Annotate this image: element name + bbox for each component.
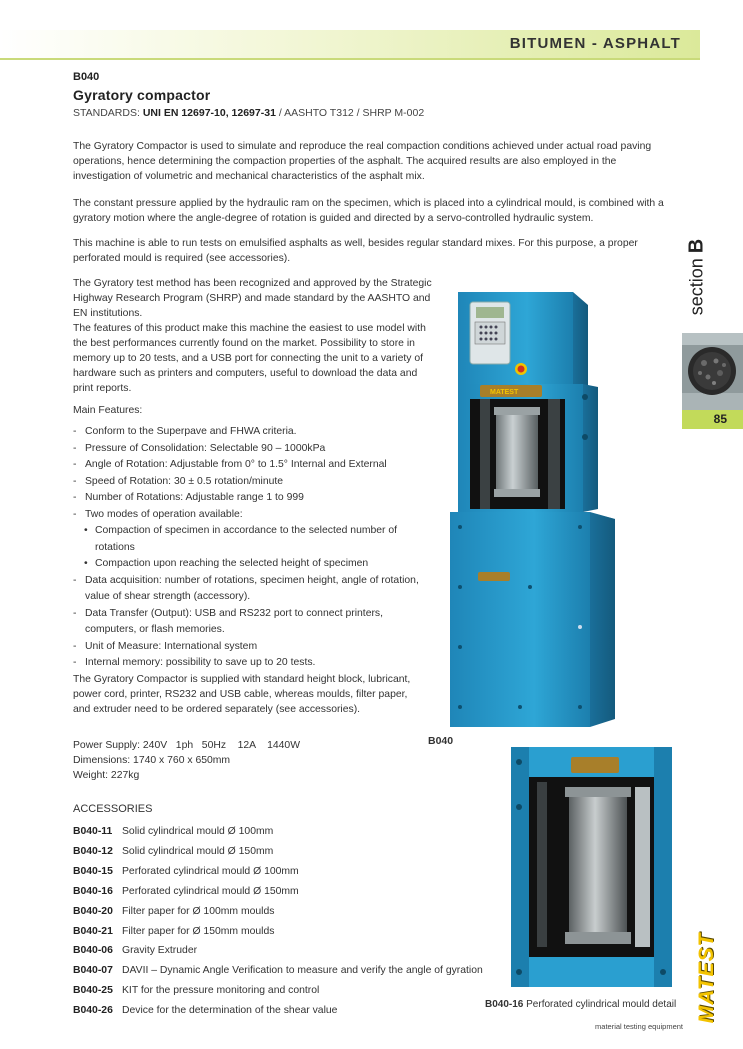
spec-weight: Weight: 227kg xyxy=(73,770,140,781)
accessory-code: B040-25 xyxy=(73,985,113,997)
feature-subitem: • Compaction of specimen in accordance to the selected number of rotations xyxy=(73,523,433,556)
accessory-code: B040-16 xyxy=(73,885,113,897)
accessory-code: B040-20 xyxy=(73,905,113,917)
page-number-bar xyxy=(682,410,743,429)
accessory-code: B040-06 xyxy=(73,945,113,957)
feature-item: - Angle of Rotation: Adjustable from 0° to 1.5° Internal and External xyxy=(73,457,433,474)
mould-detail-illustration xyxy=(511,747,672,987)
feature-item: - Number of Rotations: Adjustable range 1 to 999 xyxy=(73,490,433,507)
accessory-desc: Device for the determination of the shear value xyxy=(122,1005,338,1017)
section-word: section xyxy=(686,258,707,316)
accessory-row xyxy=(73,941,483,961)
product-photo-detail xyxy=(511,747,672,987)
detail-caption-code: B040-16 xyxy=(485,999,524,1010)
accessory-row xyxy=(73,922,483,942)
detail-caption-text: Perforated cylindrical mould detail xyxy=(526,999,677,1010)
accessory-row xyxy=(73,981,483,1001)
page-number: 85 xyxy=(713,412,727,426)
standards-rest: / AASHTO T312 / SHRP M-002 xyxy=(278,107,425,119)
performance-paragraph: The features of this product make this machine the easiest to use model with the best performances currently found on the market. Possibility to store in memory up to 20 tests, and a USB port for connecting the unit to a variety of hardware such as printers and computers, useful to download the data and print reports. xyxy=(73,323,426,394)
supply-paragraph: The Gyratory Compactor is supplied with standard height block, lubricant, power cord, printer, RS232 and USB cable, whereas moulds, filter paper, and extruder need to be ordered separately (see accessories). xyxy=(73,674,411,715)
section-letter: B xyxy=(685,238,708,254)
spec-power: Power Supply: 240V 1ph 50Hz 12A 1440W xyxy=(73,740,300,751)
accessory-desc: Solid cylindrical mould Ø 100mm xyxy=(122,826,274,837)
machine-brand-plate: MATEST xyxy=(490,389,519,396)
header-section-title: BITUMEN - ASPHALT xyxy=(509,35,681,52)
feature-item: - Data acquisition: number of rotations, specimen height, angle of rotation, value of shear strength (accessory). xyxy=(73,573,433,606)
accessories-title: ACCESSORIES xyxy=(73,803,153,815)
accessory-row xyxy=(73,882,483,902)
features-title: Main Features: xyxy=(73,405,143,416)
shrp-paragraph: The Gyratory test method has been recognized and approved by the Strategic Highway Research Program (SHRP) and made standard by the AASHTO and EN institutions. xyxy=(73,278,432,319)
description-paragraph-1: The Gyratory Compactor is used to simulate and reproduce the real compaction conditions achieved under actual road paving operations, hence determining the compaction properties of the asphalt. The acquired results are also employed in the investigation of volumetric and mechanical characteristics of the asphalt mix. xyxy=(73,141,652,182)
description-paragraph-2: The constant pressure applied by the hydraulic ram on the specimen, which is placed into a cylindrical mould, is combined with a gyratory motion where the angle-degree of rotation is guided and directed by a servo-controlled hydraulic system. xyxy=(73,198,664,224)
feature-item: - Two modes of operation available: xyxy=(73,507,433,524)
feature-item: - Pressure of Consolidation: Selectable 90 – 1000kPa xyxy=(73,441,433,458)
product-code: B040 xyxy=(73,71,100,83)
gyratory-compactor-illustration xyxy=(420,287,625,732)
feature-subitem: • Compaction upon reaching the selected height of specimen xyxy=(73,556,433,573)
asphalt-sample-thumbnail xyxy=(682,333,743,410)
description-paragraph-3: This machine is able to run tests on emulsified asphalts as well, besides regular standard mixes. For this purpose, a proper perforated mould is required (see accessories). xyxy=(73,238,638,264)
product-photo-main xyxy=(420,287,625,732)
accessory-row xyxy=(73,961,483,981)
accessory-desc: Filter paper for Ø 150mm moulds xyxy=(122,925,275,937)
description-paragraph-4 xyxy=(73,276,433,396)
features-list xyxy=(73,424,433,672)
accessory-row xyxy=(73,822,483,842)
accessory-code: B040-21 xyxy=(73,925,113,937)
accessory-row xyxy=(73,842,483,862)
feature-item: - Speed of Rotation: 30 ± 0.5 rotation/minute xyxy=(73,474,433,491)
standards-label: STANDARDS: xyxy=(73,107,140,119)
feature-item: - Conform to the Superpave and FHWA criteria. xyxy=(73,424,433,441)
accessory-row xyxy=(73,1001,483,1021)
product-title: Gyratory compactor xyxy=(73,87,211,103)
main-photo-caption: B040 xyxy=(428,735,454,747)
accessory-desc: Solid cylindrical mould Ø 150mm xyxy=(122,845,274,857)
accessory-code: B040-11 xyxy=(73,826,113,837)
product-standards xyxy=(73,107,424,119)
accessory-desc: Perforated cylindrical mould Ø 100mm xyxy=(122,865,299,877)
accessory-desc: Perforated cylindrical mould Ø 150mm xyxy=(122,885,299,897)
detail-photo-caption xyxy=(485,999,676,1010)
section-label xyxy=(686,239,709,316)
standards-bold: UNI EN 12697-10, 12697-31 xyxy=(142,107,276,119)
accessories-list xyxy=(73,822,483,1021)
feature-item: - Data Transfer (Output): USB and RS232 port to connect printers, computers, or flash memories. xyxy=(73,606,433,639)
accessory-row xyxy=(73,902,483,922)
accessory-desc: KIT for the pressure monitoring and control xyxy=(122,985,320,997)
spec-dimensions: Dimensions: 1740 x 760 x 650mm xyxy=(73,755,231,766)
accessory-code: B040-15 xyxy=(73,865,113,877)
accessory-desc: DAVII – Dynamic Angle Verification to measure and verify the angle of gyration xyxy=(122,965,483,977)
feature-item: - Internal memory: possibility to save up to 20 tests. xyxy=(73,655,433,672)
accessory-code: B040-07 xyxy=(73,965,113,977)
feature-item: - Unit of Measure: International system xyxy=(73,639,433,656)
header-divider xyxy=(0,58,700,60)
matest-logo-text: MATEST xyxy=(695,932,718,1023)
accessory-code: B040-12 xyxy=(73,845,113,857)
section-tab xyxy=(682,222,712,332)
accessory-code: B040-26 xyxy=(73,1005,113,1017)
section-thumbnail-image xyxy=(682,333,743,410)
specifications xyxy=(73,738,300,783)
accessory-desc: Filter paper for Ø 100mm moulds xyxy=(122,905,275,917)
accessory-row xyxy=(73,862,483,882)
footer-tagline: material testing equipment xyxy=(595,1022,683,1031)
matest-logo xyxy=(692,930,722,1025)
accessory-desc: Gravity Extruder xyxy=(122,945,198,957)
